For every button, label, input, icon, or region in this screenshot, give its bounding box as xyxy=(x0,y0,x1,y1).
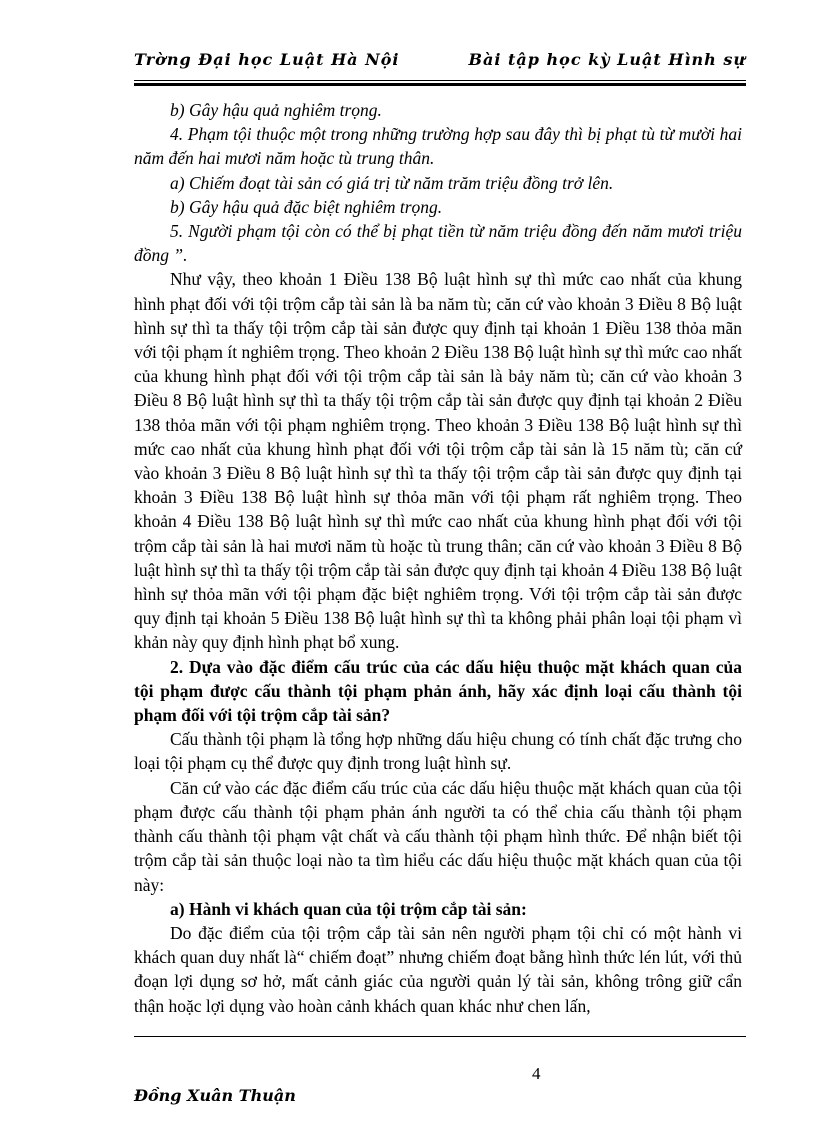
header-course: Bài tập học kỳ Luật Hình sự xyxy=(468,50,746,69)
header-school: Trờng Đại học Luật Hà Nội xyxy=(134,50,400,69)
clause-2b: b) Gây hậu quả nghiêm trọng. xyxy=(170,100,382,120)
header-rule xyxy=(134,80,746,86)
page-number: 4 xyxy=(532,1064,541,1083)
section-heading-2: 2. Dựa vào đặc điểm cấu trúc của các dấu hiệu thuộc mặt khách quan của tội phạm được cấu thành tội phạm phản ánh, hãy xác định loại cấu thành tội phạm đối với tội trộm cắp tài sản? xyxy=(134,656,742,726)
subheading-a: a) Hành vi khách quan của tội trộm cắp tài sản: xyxy=(170,898,527,919)
classification-paragraph: Căn cứ vào các đặc điểm cấu trúc của các dấu hiệu thuộc mặt khách quan của tội phạm được cấu thành tội phạm phản ánh người ta có thể chia cấu thành tội phạm thành cấu thành tội phạm vật chất và cấu thành tội phạm hình thức. Để nhận biết tội trộm cắp tài sản thuộc loại nào ta tìm hiểu các dấu hiệu thuộc mặt khách quan của tội này: xyxy=(134,777,742,895)
clause-4b: b) Gây hậu quả đặc biệt nghiêm trọng. xyxy=(170,196,443,217)
footer-author: Đồng Xuân Thuận xyxy=(134,1086,296,1105)
definition-paragraph: Cấu thành tội phạm là tổng hợp những dấu hiệu chung có tính chất đặc trưng cho loại tội phạm cụ thể được quy định trong luật hình sự. xyxy=(134,729,742,774)
page-body xyxy=(134,98,742,1018)
clause-4a: a) Chiếm đoạt tài sản có giá trị từ năm trăm triệu đồng trở lên. xyxy=(170,172,614,193)
clause-5: 5. Người phạm tội còn có thể bị phạt tiền từ năm triệu đồng đến năm mươi triệu đồng ”. xyxy=(134,221,742,266)
analysis-paragraph: Như vậy, theo khoản 1 Điều 138 Bộ luật hình sự thì mức cao nhất của khung hình phạt đối với tội trộm cắp tài sản là ba năm tù; căn cứ vào khoản 3 Điều 8 Bộ luật hình sự thì ta thấy tội trộm cắp tài sản được quy định tại khoản 1 Điều 138 thỏa mãn với tội phạm ít nghiêm trọng. Theo khoản 2 Điều 138 Bộ luật hình sự thì mức cao nhất của khung hình phạt đối với tội trộm cắp tài sản là bảy năm tù; căn cứ vào khoản 3 Điều 8 Bộ luật hình sự thì ta thấy tội trộm cắp tài sản được quy định tại khoản 2 Điều 138 thỏa mãn với tội phạm nghiêm trọng. Theo khoản 3 Điều 138 Bộ luật hình sự thì mức cao nhất của khung hình phạt đối với tội trộm cắp tài sản là 15 năm tù; căn cứ vào khoản 3 Điều 8 Bộ luật hình sự thì ta thấy tội trộm cắp tài sản được quy định tại khoản 3 Điều 138 Bộ luật hình sự thỏa mãn với tội phạm rất nghiêm trọng. Theo khoản 4 Điều 138 Bộ luật hình sự thì mức cao nhất của khung hình phạt đối với tội trộm cắp tài sản là hai mươi năm tù hoặc tù trung thân; căn cứ vào khoản 3 Điều 8 Bộ luật hình sự thì ta thấy tội trộm cắp tài sản được quy định tại khoản 4 Điều 138 Bộ luật hình sự thỏa mãn với tội phạm đặc biệt nghiêm trọng. Với tội trộm cắp tài sản được quy định tại khoản 5 Điều 138 Bộ luật hình sự thì ta không phải phân loại tội phạm vì khản này quy định hình phạt bổ xung. xyxy=(134,269,742,653)
clause-4: 4. Phạm tội thuộc một trong những trường hợp sau đây thì bị phạt tù từ mười hai năm đến hai mươi năm hoặc tù trung thân. xyxy=(134,124,742,169)
objective-act-paragraph: Do đặc điểm của tội trộm cắp tài sản nên người phạm tội chỉ có một hành vi khách quan duy nhất là“ chiếm đoạt” nhưng chiếm đoạt bằng hình thức lén lút, với thủ đoạn lợi dụng sơ hở, mất cảnh giác của người quản lý tài sản, không trông giữ cẩn thận hoặc lợi dụng vào hoàn cảnh khách quan khác như chen lấn, xyxy=(134,922,742,1016)
footer-rule xyxy=(134,1036,746,1037)
